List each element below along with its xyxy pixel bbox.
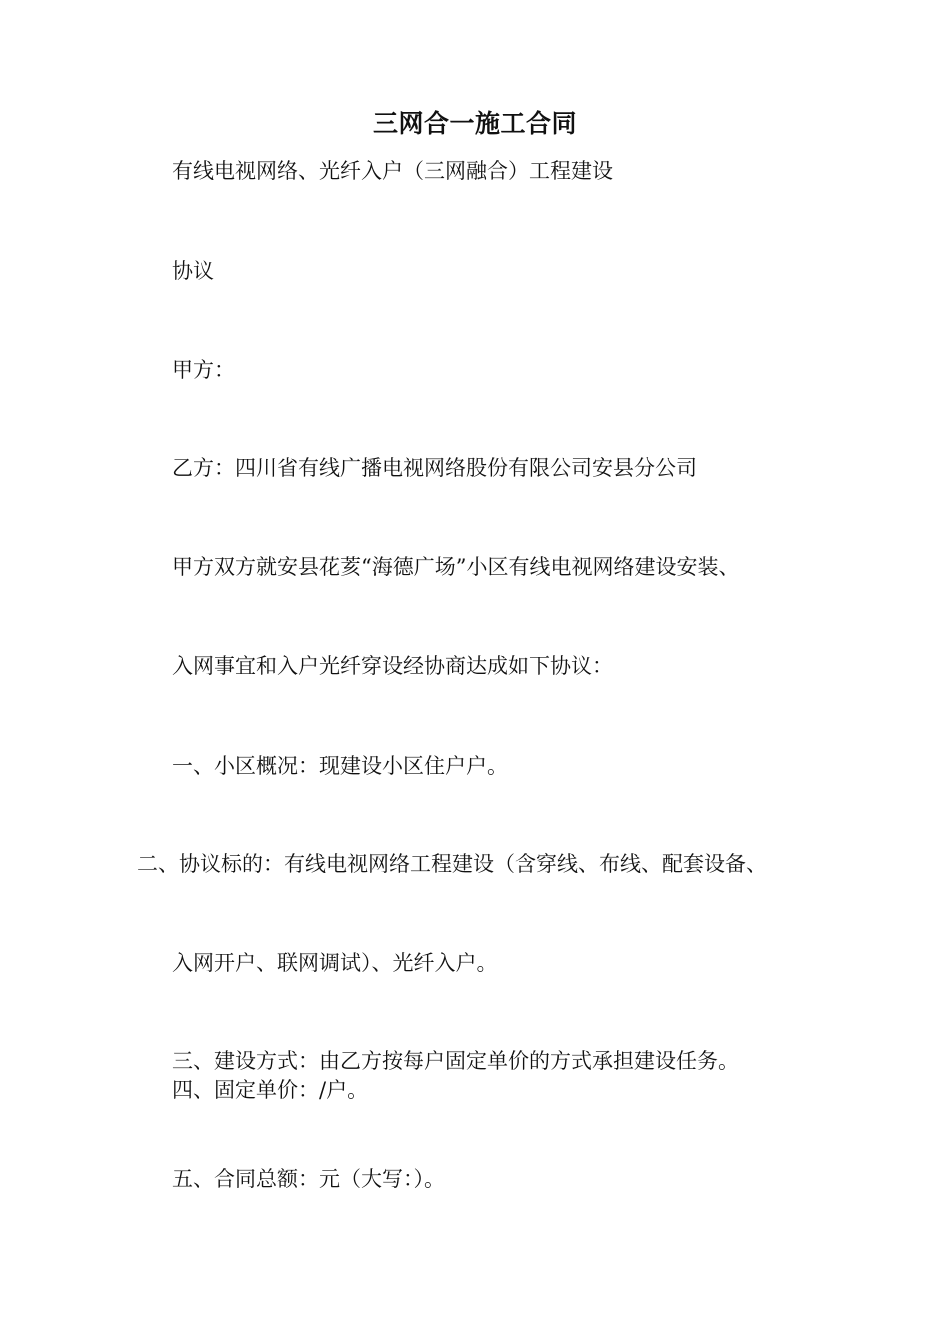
paragraph-line: 一、小区概况：现建设小区住户户。 xyxy=(172,754,508,778)
paragraph-line: 乙方：四川省有线广播电视网络股份有限公司安县分公司 xyxy=(172,456,697,480)
paragraph-line: 五、合同总额：元（大写：）。 xyxy=(172,1167,445,1191)
paragraph-line: 入网开户、联网调试）、光纤入户。 xyxy=(172,951,498,975)
paragraph-line: 四、固定单价：/户。 xyxy=(172,1078,369,1102)
paragraph-line: 甲方双方就安县花荄“海德广场”小区有线电视网络建设安装、 xyxy=(172,555,740,579)
paragraph-line: 入网事宜和入户光纤穿设经协商达成如下协议： xyxy=(172,654,613,678)
paragraph-line: 有线电视网络、光纤入户（三网融合）工程建设 xyxy=(172,159,613,183)
document-title: 三网合一施工合同 xyxy=(372,109,577,138)
paragraph-line: 二、协议标的：有线电视网络工程建设（含穿线、布线、配套设备、 xyxy=(137,852,767,876)
paragraph-line: 甲方： xyxy=(172,358,235,382)
paragraph-line: 三、建设方式：由乙方按每户固定单价的方式承担建设任务。 xyxy=(172,1049,739,1073)
paragraph-line: 协议 xyxy=(172,259,214,283)
